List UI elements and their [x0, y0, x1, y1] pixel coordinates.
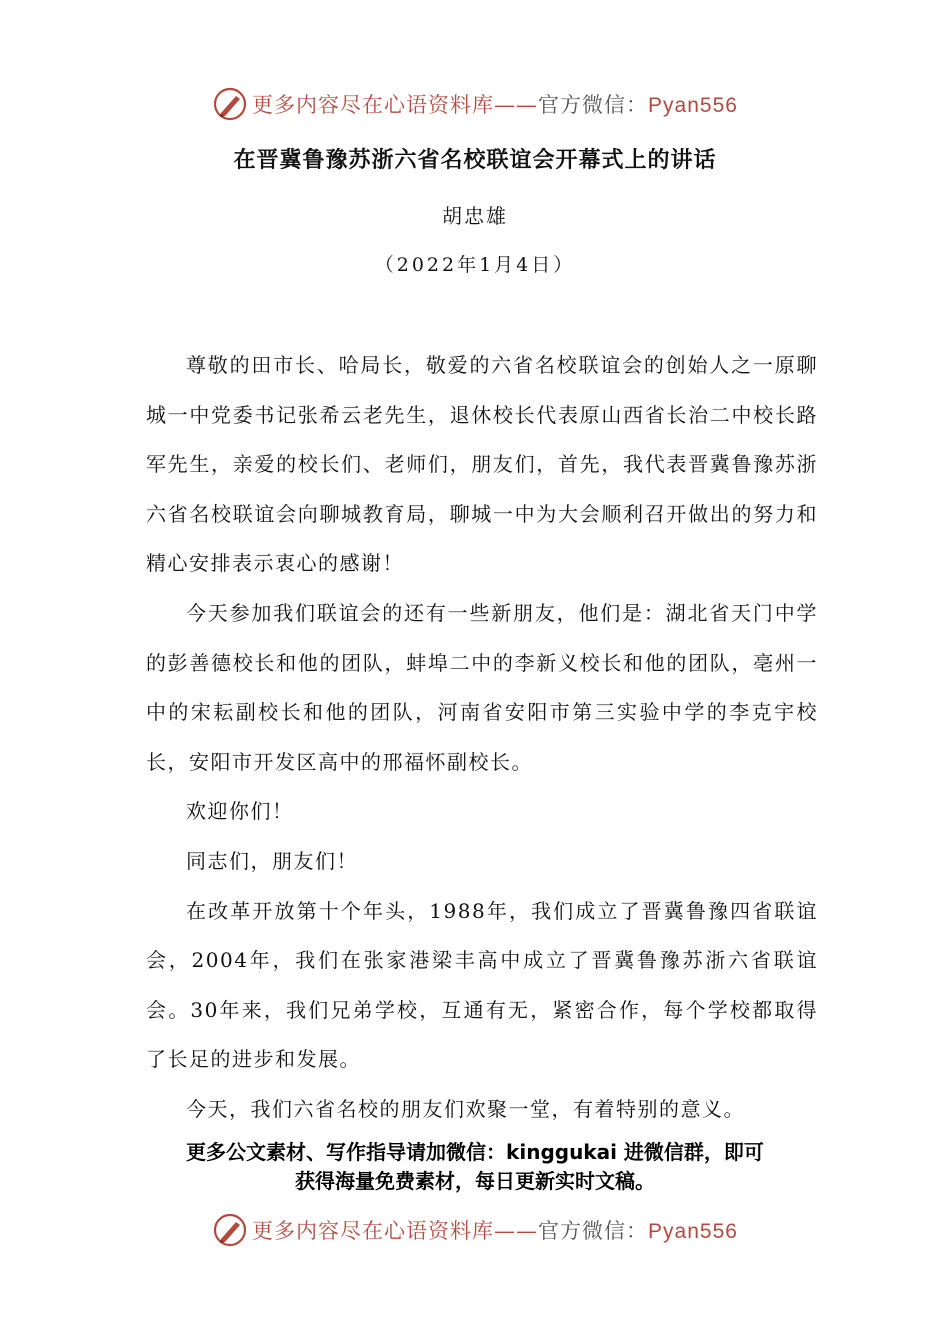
watermark-separator: ——	[494, 93, 539, 117]
watermark-brand: 更多内容尽在心语资料库	[252, 1219, 495, 1243]
document-title: 在晋冀鲁豫苏浙六省名校联谊会开幕式上的讲话	[233, 147, 717, 173]
paragraph: 同志们，朋友们！	[186, 848, 358, 873]
watermark-wechat-id: Pyan556	[648, 94, 738, 117]
promo-line-1: 更多公文素材、写作指导请加微信：kinggukai 进微信群，即可	[186, 1140, 764, 1164]
footer-watermark	[0, 1210, 950, 1250]
promo-notice	[0, 1138, 950, 1196]
watermark-wechat-id: Pyan556	[648, 1220, 738, 1243]
paragraph: 今天，我们六省名校的朋友们欢聚一堂，有着特别的意义。	[186, 1096, 745, 1121]
document-author: 胡忠雄	[442, 204, 508, 228]
paragraph: 今天参加我们联谊会的还有一些新朋友，他们是：湖北省天门中学的彭善德校长和他的团队，蚌埠二中的李新义校长和他的团队，亳州一中的宋耘副校长和他的团队，河南省安阳市第三实验中学的李克宇校长，安阳市开发区高中的邢福怀副校长。	[146, 600, 818, 774]
header-watermark	[0, 84, 950, 124]
paragraph: 欢迎你们！	[186, 799, 294, 824]
paragraph: 在改革开放第十个年头，1988年，我们成立了晋冀鲁豫四省联谊会，2004年，我们在张家港梁丰高中成立了晋冀鲁豫苏浙六省联谊会。30年来，我们兄弟学校，互通有无，紧密合作，每个学校都取得了长足的进步和发展。	[146, 898, 818, 1072]
document-body	[146, 341, 818, 1135]
watermark-separator: ——	[494, 1219, 539, 1243]
pen-logo-icon	[212, 1212, 248, 1248]
pen-logo-icon	[212, 86, 248, 122]
watermark-brand: 更多内容尽在心语资料库	[252, 93, 495, 117]
paragraph: 尊敬的田市长、哈局长，敬爱的六省名校联谊会的创始人之一原聊城一中党委书记张希云老先生，退休校长代表原山西省长治二中校长路军先生，亲爱的校长们、老师们，朋友们，首先，我代表晋冀鲁豫苏浙六省名校联谊会向聊城教育局，聊城一中为大会顺利召开做出的努力和精心安排表示衷心的感谢！	[146, 353, 818, 576]
document-date: （2022年1月4日）	[374, 254, 576, 276]
watermark-label: 官方微信：	[538, 93, 649, 117]
promo-line-2: 获得海量免费素材，每日更新实时文稿。	[295, 1169, 655, 1193]
watermark-label: 官方微信：	[538, 1219, 649, 1243]
